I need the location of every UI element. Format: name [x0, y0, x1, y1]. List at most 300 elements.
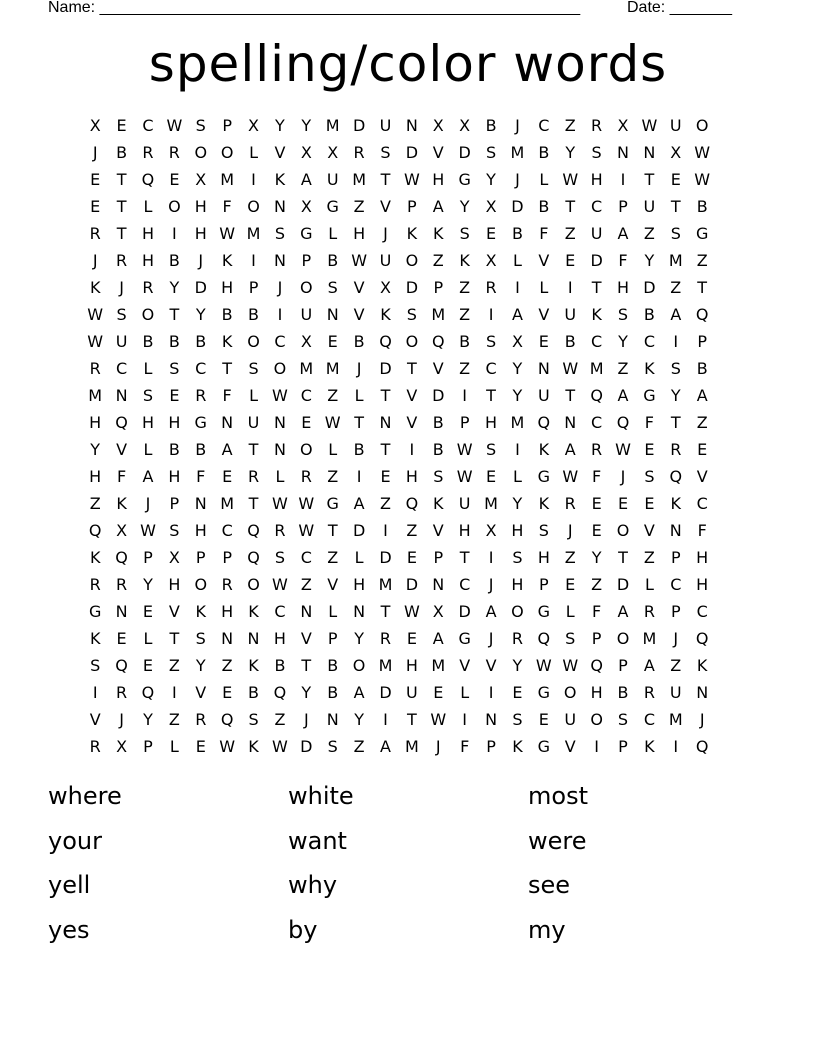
grid-letter: K	[644, 737, 655, 756]
grid-letter: E	[169, 170, 180, 189]
grid-letter: D	[616, 575, 630, 594]
grid-row	[82, 193, 742, 220]
grid-letter: T	[406, 710, 417, 729]
grid-letter: M	[589, 359, 604, 378]
grid-letter: Y	[195, 656, 206, 675]
grid-letter: F	[618, 251, 628, 270]
grid-letter: U	[379, 251, 392, 270]
grid-letter: R	[591, 440, 603, 459]
grid-letter: C	[221, 521, 233, 540]
grid-letter: R	[89, 224, 101, 243]
grid-letter: C	[696, 602, 708, 621]
grid-letter: G	[194, 413, 207, 432]
grid-letter: O	[194, 143, 208, 162]
grid-letter: Q	[431, 332, 445, 351]
grid-letter: C	[300, 386, 312, 405]
grid-letter: T	[380, 440, 391, 459]
grid-letter: P	[618, 737, 628, 756]
grid-letter: V	[538, 251, 550, 270]
grid-letter: A	[696, 386, 708, 405]
grid-letter: I	[673, 737, 679, 756]
grid-letter: E	[697, 440, 708, 459]
grid-letter: M	[431, 305, 446, 324]
letter-grid	[82, 112, 742, 760]
grid-letter: R	[591, 116, 603, 135]
grid-letter: L	[328, 602, 338, 621]
grid-letter: D	[352, 521, 366, 540]
grid-letter: Y	[670, 386, 681, 405]
grid-letter: T	[670, 413, 681, 432]
grid-letter: S	[142, 386, 154, 405]
grid-letter: Q	[590, 386, 603, 405]
grid-letter: X	[168, 548, 180, 567]
grid-letter: Q	[695, 737, 709, 756]
grid-letter: U	[379, 116, 392, 135]
grid-letter: S	[116, 305, 127, 324]
grid-letter: T	[486, 386, 496, 405]
grid-letter: N	[537, 359, 550, 378]
grid-letter: P	[222, 548, 232, 567]
grid-letter: I	[92, 683, 98, 702]
grid-letter: T	[169, 305, 180, 324]
grid-letter: I	[594, 737, 599, 756]
grid-letter: Z	[168, 710, 180, 729]
grid-letter: H	[485, 413, 498, 432]
grid-letter: O	[616, 521, 630, 540]
grid-letter: P	[486, 737, 496, 756]
grid-letter: M	[378, 656, 393, 675]
grid-letter: E	[538, 332, 549, 351]
grid-letter: B	[195, 332, 207, 351]
word-list-item: yes	[48, 915, 90, 944]
grid-letter: W	[562, 170, 579, 189]
grid-letter: K	[195, 602, 206, 621]
grid-letter: S	[327, 278, 338, 297]
grid-letter: E	[142, 602, 154, 621]
grid-letter: P	[143, 737, 153, 756]
grid-letter: E	[222, 683, 233, 702]
grid-letter: S	[169, 521, 180, 540]
grid-letter: E	[644, 440, 655, 459]
grid-letter: V	[274, 143, 286, 162]
grid-letter: E	[169, 386, 180, 405]
grid-letter: Z	[221, 656, 233, 675]
grid-letter: O	[300, 278, 313, 297]
grid-letter: P	[670, 602, 681, 621]
grid-letter: T	[222, 359, 233, 378]
grid-letter: N	[194, 494, 207, 513]
grid-letter: B	[564, 332, 576, 351]
grid-letter: L	[512, 467, 522, 486]
grid-letter: U	[590, 224, 603, 243]
grid-letter: W	[87, 332, 104, 351]
grid-letter: T	[116, 197, 127, 216]
grid-letter: V	[696, 467, 708, 486]
grid-row	[82, 706, 742, 733]
grid-letter: F	[460, 737, 470, 756]
grid-letter: B	[643, 305, 655, 324]
grid-letter: Z	[353, 737, 365, 756]
grid-letter: H	[168, 413, 181, 432]
grid-letter: E	[644, 494, 655, 513]
grid-letter: T	[565, 386, 576, 405]
grid-letter: N	[221, 629, 234, 648]
grid-letter: J	[119, 278, 124, 297]
grid-letter: S	[274, 224, 285, 243]
grid-letter: J	[303, 710, 309, 729]
grid-letter: E	[433, 683, 444, 702]
grid-letter: B	[696, 197, 708, 216]
grid-letter: N	[485, 710, 498, 729]
grid-letter: A	[564, 440, 576, 459]
grid-letter: I	[251, 170, 256, 189]
grid-letter: K	[89, 629, 101, 648]
grid-row	[82, 139, 742, 166]
grid-letter: O	[300, 440, 313, 459]
grid-letter: R	[89, 359, 101, 378]
grid-letter: H	[353, 575, 366, 594]
grid-letter: W	[562, 467, 579, 486]
grid-letter: O	[247, 575, 260, 594]
grid-letter: G	[326, 197, 339, 216]
grid-letter: J	[356, 359, 362, 378]
grid-letter: W	[456, 440, 473, 459]
grid-letter: W	[562, 656, 579, 675]
grid-letter: Z	[432, 251, 444, 270]
grid-letter: T	[116, 170, 127, 189]
grid-letter: A	[511, 305, 523, 324]
grid-letter: N	[353, 602, 366, 621]
grid-letter: L	[354, 386, 364, 405]
grid-letter: K	[116, 494, 127, 513]
grid-letter: V	[353, 305, 365, 324]
grid-letter: V	[459, 656, 471, 675]
grid-letter: O	[247, 332, 260, 351]
grid-letter: Q	[379, 332, 392, 351]
grid-letter: V	[195, 683, 207, 702]
grid-letter: Z	[300, 575, 312, 594]
grid-letter: A	[432, 629, 444, 648]
grid-letter: S	[406, 305, 417, 324]
grid-letter: H	[696, 575, 709, 594]
grid-letter: B	[195, 440, 207, 459]
word-list-item: yell	[48, 871, 91, 899]
grid-letter: D	[352, 116, 366, 135]
grid-row	[82, 436, 742, 463]
grid-letter: S	[485, 332, 497, 351]
grid-letter: G	[537, 602, 551, 621]
grid-letter: Y	[275, 116, 285, 135]
grid-letter: Y	[301, 683, 312, 702]
grid-letter: J	[92, 143, 98, 162]
grid-letter: R	[353, 143, 365, 162]
grid-letter: V	[406, 386, 418, 405]
grid-letter: E	[222, 467, 233, 486]
grid-letter: L	[328, 440, 338, 459]
grid-letter: P	[670, 548, 681, 567]
grid-letter: Q	[669, 467, 683, 486]
grid-letter: W	[456, 467, 473, 486]
grid-letter: N	[300, 602, 313, 621]
grid-letter: R	[116, 575, 128, 594]
grid-letter: W	[298, 494, 315, 513]
grid-letter: K	[89, 548, 101, 567]
grid-letter: N	[273, 197, 286, 216]
grid-letter: I	[515, 440, 520, 459]
grid-letter: B	[168, 440, 180, 459]
grid-letter: Q	[220, 710, 234, 729]
grid-letter: N	[273, 413, 286, 432]
grid-letter: K	[538, 494, 550, 513]
grid-letter: P	[407, 197, 417, 216]
grid-letter: Q	[590, 656, 603, 675]
grid-letter: I	[383, 521, 388, 540]
grid-letter: H	[221, 602, 234, 621]
word-list-item: my	[528, 915, 566, 944]
grid-letter: Y	[143, 710, 153, 729]
grid-letter: K	[248, 656, 259, 675]
grid-letter: R	[379, 629, 392, 648]
grid-letter: K	[459, 251, 470, 270]
grid-letter: S	[169, 359, 180, 378]
grid-letter: Q	[115, 548, 128, 567]
grid-letter: Z	[564, 116, 576, 135]
grid-letter: W	[219, 224, 236, 243]
grid-letter: K	[696, 656, 708, 675]
grid-letter: E	[90, 197, 101, 216]
grid-letter: P	[618, 197, 628, 216]
grid-letter: N	[669, 521, 682, 540]
grid-letter: U	[300, 305, 313, 324]
grid-letter: U	[643, 197, 656, 216]
grid-letter: X	[432, 116, 444, 135]
grid-letter: Q	[141, 683, 155, 702]
grid-letter: O	[247, 197, 260, 216]
grid-letter: W	[535, 656, 552, 675]
grid-letter: F	[196, 467, 206, 486]
grid-letter: O	[141, 305, 155, 324]
grid-letter: Z	[564, 548, 576, 567]
grid-letter: M	[431, 656, 446, 675]
grid-letter: E	[406, 629, 417, 648]
grid-letter: D	[405, 575, 419, 594]
grid-letter: Y	[486, 170, 496, 189]
grid-letter: G	[300, 224, 313, 243]
word-list-item: want	[288, 826, 347, 855]
grid-letter: P	[539, 575, 549, 594]
grid-letter: E	[142, 656, 154, 675]
grid-letter: P	[143, 548, 153, 567]
grid-letter: Q	[537, 413, 551, 432]
grid-letter: F	[644, 413, 654, 432]
grid-letter: V	[432, 521, 444, 540]
word-list-item: your	[48, 826, 102, 855]
grid-row	[82, 166, 742, 193]
grid-letter: Y	[169, 278, 180, 297]
grid-letter: H	[168, 575, 181, 594]
grid-letter: F	[592, 467, 602, 486]
grid-letter: D	[300, 737, 313, 756]
grid-letter: H	[511, 521, 524, 540]
grid-letter: L	[275, 467, 285, 486]
grid-letter: Z	[274, 710, 286, 729]
grid-letter: W	[272, 575, 288, 594]
grid-row	[82, 112, 742, 139]
grid-letter: E	[380, 467, 391, 486]
grid-letter: E	[565, 251, 576, 270]
grid-letter: R	[195, 710, 207, 729]
grid-letter: Y	[195, 305, 206, 324]
grid-letter: Z	[696, 413, 708, 432]
grid-letter: S	[538, 521, 549, 540]
grid-letter: Q	[695, 305, 709, 324]
grid-letter: K	[221, 332, 233, 351]
grid-letter: H	[141, 224, 154, 243]
grid-letter: P	[195, 548, 206, 567]
grid-letter: S	[195, 116, 206, 135]
grid-letter: L	[143, 440, 153, 459]
grid-letter: C	[670, 575, 682, 594]
grid-letter: R	[643, 683, 655, 702]
grid-letter: A	[380, 737, 391, 756]
grid-letter: K	[644, 359, 655, 378]
grid-letter: J	[620, 467, 626, 486]
grid-letter: V	[432, 143, 444, 162]
grid-letter: N	[564, 413, 577, 432]
grid-letter: N	[617, 143, 629, 162]
grid-letter: R	[195, 386, 207, 405]
grid-letter: O	[220, 143, 234, 162]
grid-letter: Y	[143, 575, 153, 594]
grid-letter: J	[488, 575, 494, 594]
grid-letter: C	[591, 332, 603, 351]
grid-letter: C	[142, 116, 154, 135]
grid-letter: A	[221, 440, 233, 459]
grid-letter: G	[458, 170, 471, 189]
word-list-item: by	[288, 915, 318, 944]
grid-letter: T	[618, 548, 628, 567]
grid-letter: N	[432, 575, 445, 594]
grid-letter: M	[220, 170, 235, 189]
grid-letter: A	[432, 197, 444, 216]
grid-letter: F	[116, 467, 127, 486]
grid-letter: K	[433, 224, 444, 243]
grid-letter: C	[538, 116, 550, 135]
grid-letter: N	[221, 413, 234, 432]
grid-letter: O	[511, 602, 524, 621]
grid-letter: Z	[591, 575, 603, 594]
grid-letter: R	[300, 467, 312, 486]
grid-letter: H	[590, 170, 603, 189]
word-list	[48, 776, 768, 954]
grid-letter: H	[221, 278, 234, 297]
grid-letter: Y	[618, 332, 628, 351]
grid-letter: Z	[643, 224, 655, 243]
grid-letter: T	[248, 440, 259, 459]
grid-letter: O	[352, 656, 366, 675]
grid-letter: C	[643, 332, 655, 351]
grid-letter: X	[300, 143, 312, 162]
grid-letter: S	[512, 710, 523, 729]
grid-row	[82, 274, 742, 301]
grid-letter: J	[92, 251, 98, 270]
grid-letter: Z	[327, 386, 339, 405]
grid-letter: Y	[354, 629, 364, 648]
grid-letter: K	[538, 440, 550, 459]
word-list-item: white	[288, 782, 354, 810]
grid-letter: L	[460, 683, 470, 702]
grid-letter: A	[670, 305, 682, 324]
grid-letter: M	[510, 143, 525, 162]
grid-letter: R	[142, 278, 154, 297]
grid-letter: Z	[670, 278, 682, 297]
grid-letter: Q	[273, 683, 287, 702]
grid-letter: E	[591, 494, 602, 513]
grid-letter: W	[641, 116, 658, 135]
grid-row	[82, 544, 742, 571]
grid-letter: J	[699, 710, 705, 729]
grid-letter: Y	[90, 440, 101, 459]
grid-letter: Z	[327, 548, 339, 567]
grid-letter: B	[432, 413, 444, 432]
grid-row	[82, 733, 742, 760]
grid-letter: X	[300, 332, 312, 351]
grid-letter: Z	[380, 494, 391, 513]
grid-letter: T	[644, 170, 655, 189]
grid-letter: X	[116, 737, 128, 756]
grid-letter: A	[142, 467, 154, 486]
grid-letter: U	[669, 683, 682, 702]
grid-letter: K	[380, 305, 391, 324]
grid-letter: Y	[459, 197, 470, 216]
grid-letter: L	[565, 602, 575, 621]
grid-letter: H	[89, 467, 102, 486]
grid-letter: Q	[537, 629, 551, 648]
grid-letter: I	[409, 440, 415, 459]
grid-letter: U	[564, 710, 577, 729]
grid-row	[82, 328, 742, 355]
grid-letter: B	[327, 656, 339, 675]
grid-letter: H	[353, 224, 366, 243]
grid-letter: R	[221, 575, 233, 594]
grid-letter: S	[565, 629, 576, 648]
grid-letter: N	[247, 629, 260, 648]
grid-letter: Z	[643, 548, 655, 567]
grid-letter: P	[327, 629, 338, 648]
grid-letter: V	[485, 656, 497, 675]
grid-letter: N	[379, 413, 392, 432]
grid-letter: X	[380, 278, 391, 297]
grid-row	[82, 679, 742, 706]
grid-letter: I	[488, 305, 494, 324]
grid-letter: U	[564, 305, 577, 324]
grid-letter: J	[383, 224, 388, 243]
grid-letter: K	[512, 737, 523, 756]
grid-letter: R	[564, 494, 576, 513]
grid-row	[82, 490, 742, 517]
grid-letter: R	[643, 602, 655, 621]
grid-letter: P	[301, 251, 312, 270]
grid-letter: L	[328, 224, 338, 243]
grid-row	[82, 517, 742, 544]
grid-letter: Z	[89, 494, 101, 513]
grid-letter: K	[274, 170, 286, 189]
grid-letter: G	[695, 224, 709, 243]
grid-letter: I	[172, 224, 177, 243]
grid-letter: T	[591, 278, 602, 297]
grid-letter: O	[616, 629, 630, 648]
grid-letter: P	[459, 413, 470, 432]
